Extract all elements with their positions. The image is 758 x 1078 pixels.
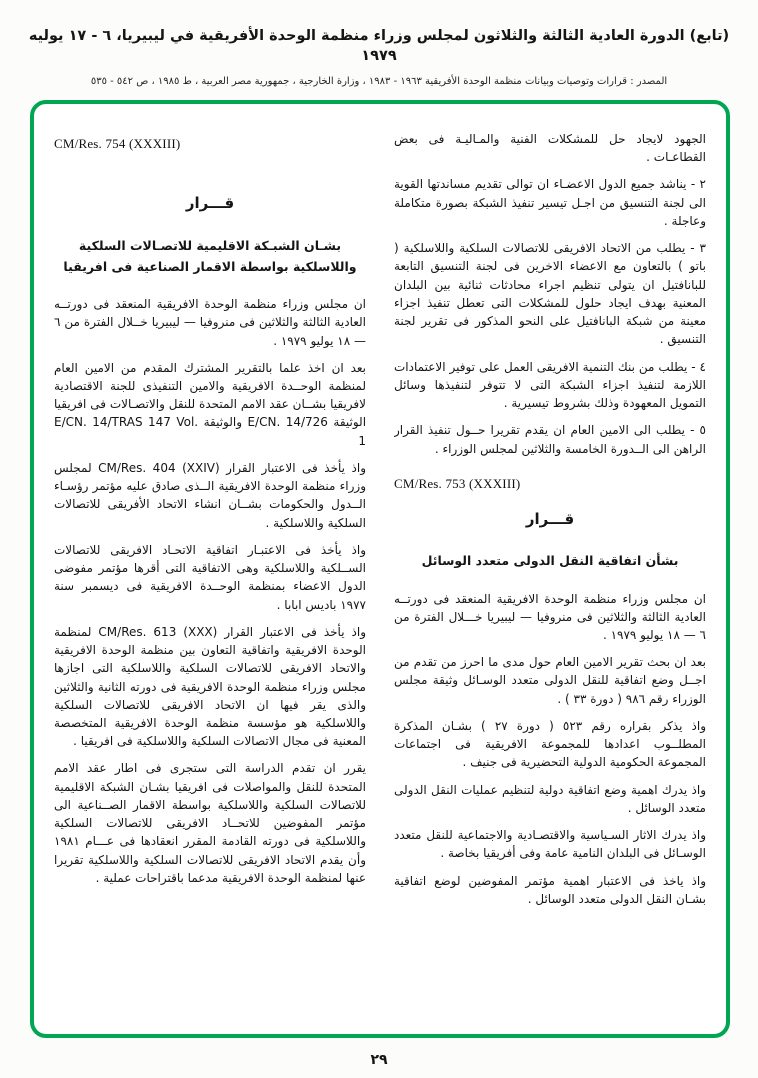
resolution-title: قـــرار: [525, 509, 575, 528]
paragraph: واذ يدرك اهمية وضع اتفاقية دولية لتنظيم عمليات النقل الدولى متعدد الوسائل .: [394, 782, 706, 815]
paragraph: بعد ان اخذ علما بالتقرير المشترك المقدم من الامين العام لمنظمة الوحــدة الافريقية والامين التنفيذى للجنة الاقتصادية لافريقيا بشــان عقد الامم المتحدة للنقل والاتصـالات فى افريقيا الوثيقة ‎E/CN. 14/726‎ والوثيقة ‎E/CN. 14/TRAS 147 Vol. 1‎: [54, 360, 366, 448]
resolution-title: قـــرار: [185, 193, 235, 212]
paragraph: ان مجلس وزراء منظمة الوحدة الافريقية المنعقد فى دورتــه العادية الثالثة والثلاثين فى منروفيا — ليبيريا خــلال الفترة من ٦ — ١٨ يوليو ١٩٧٩ .: [54, 297, 366, 348]
paragraph: ٢ - يناشد جميع الدول الاعضـاء ان توالى تقديم مساندتها القوية الى لجنة التنسيق من اجـل تيسير تنفيذ الشبكة بصورة متكاملة وعاجلة .: [394, 177, 706, 228]
paragraph: بعد ان بحث تقرير الامين العام حول مدى ما احرز من تقدم من اجــل وضع اتفاقية للنقل الدولى متعدد الوسـائل وثيقة مجلس الوزراء رقم ٩٨٦ ( دورة ٣٣ ) .: [394, 655, 706, 706]
left-column: [54, 130, 366, 1016]
green-border-frame: [30, 100, 730, 1038]
paragraph: الجهود لايجاد حل للمشكلات الفنية والمـاليـة فى بعض القطاعـات .: [394, 132, 706, 165]
paragraph: ٤ - يطلب من بنك التنمية الافريقى العمل على توفير الاعتمادات اللازمة لتنفيذ اجزاء الشبكة التى لا تتوفر لتنفيذها وسائل التمويل المعهودة وذلك بشروط تيسيرية .: [394, 359, 706, 411]
paragraph: واذ يذكر بقراره رقم ٥٢٣ ( دورة ٢٧ ) بشـان المذكرة المطلــوب اعدادها للمجموعة الافريقية فى اجتماعات المجموعة الحكومية الدولية التحضيرية فى جنيف .: [394, 718, 706, 770]
paragraph: ٣ - يطلب من الاتحاد الافريقى للاتصالات السلكية واللاسلكية ( باتو ) بالتعاون مع الاعضاء الاخرين فى لجنة التنسيق التابعة للبانافتيل ان يتولى تنظيم اجراء محادثات ثنائية بين البلدان المعنية بهدف ايجاد حلول للمشكلات التى تعطل تنفيذ اجزاء معينة من شبكة البانافتيل على النحو المذكور فى تقرير لجنة التنسيق .: [394, 241, 706, 347]
paragraph: واذ يدرك الاثار السـياسية والاقتصـادية والاجتماعية للنقل متعدد الوسـائل فى البلدان النامية عامة وفى أفريقيا بخاصة .: [394, 828, 706, 861]
page-number: ٢٩: [370, 1052, 388, 1068]
resolution-subject: بشـان الشبـكة الاقليمية للاتصـالات السلكية واللاسلكية بواسطة الاقمار الصناعية فى افريقيا: [63, 237, 357, 274]
paragraph: واذ يأخذ فى الاعتبـار اتفاقية الاتحـاد الافريقى للاتصالات الســلكية واللاسلكية وهى الاتفاقية التى أقرها مؤتمر مفوضى الدول الاعضاء بمنظمة الوحــدة الافريقية فى ديسمبر سنة ١٩٧٧ باديس ابابا .: [54, 542, 366, 612]
paragraph: يقرر ان تقدم الدراسة التى ستجرى فى اطار عقد الامم المتحدة للنقل والمواصلات فى افريقيا بشـان الشبكة الاقليمية للاتصالات السلكية واللاسلكية بواسطة الاقمار الصــناعية الى مؤتمر المفوضين للاتحــاد الافريقى للاتصالات السلكية واللاسلكية فى دورته القادمة المقرر انعقادها فى عـــام ١٩٨١ وأن يقدم الاتحاد الافريقى للاتصالات السلكية واللاسلكية تقريرا عنها لمنظمة الوحدة الافريقية مدعما باقتراحات عملية .: [54, 761, 366, 885]
two-column-layout: [54, 130, 706, 1016]
resolution-ref: CM/Res. 754 (XXXIII): [54, 136, 181, 151]
source-line: المصدر : قرارات وتوصيات وبيانات منظمة الوحدة الأفريقية ١٩٦٣ - ١٩٨٣ ، وزارة الخارجية ، جمهورية مصر العربية ، ط ١٩٨٥ ، ص ٥٤٢ - ٥٣٥: [90, 75, 668, 87]
resolution-subject: بشأن اتفاقية النقل الدولى متعدد الوسائل: [421, 553, 679, 569]
paragraph: ان مجلس وزراء منظمة الوحدة الافريقية المنعقد فى دورتــه العادية الثالثة والثلاثين فى منروفيا — ليبيريا خـــلال الفترة من ٦ — ١٨ يوليو ١٩٧٩ .: [394, 591, 706, 643]
paragraph: واذ ياخذ فى الاعتبار اهمية مؤتمر المفوضين لوضع اتفاقية بشـان النقل الدولى متعدد الوسائل .: [394, 873, 706, 906]
right-column: [394, 130, 706, 1016]
paragraph: واذ يأخذ فى الاعتبار القرار ‎CM/Res. 613 (XXX)‎ لمنظمة الوحدة الافريقية واتفاقية التعاون بين منظمة الوحدة الافريقية والاتحاد الافريقى للاتصالات السلكية واللاسلكية التى اجازها مجلس وزراء منظمة الوحدة الافريقية فى دورته الثانية والثلاثين والذى يقر فيها ان الاتحاد الافريقى للاتصالات السلكية واللاسلكية هو مؤسسة منظمة الوحدة الافريقية المتخصصة المعنية فى مجال الاتصالات السلكية واللاسلكية فى افريقيا .: [54, 624, 366, 749]
paragraph: واذ يأخذ فى الاعتبار القرار ‎CM/Res. 404 (XXIV)‎ لمجلس وزراء منظمة الوحدة الافريقية الــذى صادق عليه مؤتمر رؤسـاء الــدول والحكومات بشــان انشاء الاتحاد الأفريقى للاتصالات السلكية واللاسلكية .: [54, 460, 366, 530]
paragraph: ٥ - يطلب الى الامين العام ان يقدم تقريرا حــول تنفيذ القرار الراهن الى الــدورة الخامسة والثلاثين لمجلس الوزراء .: [394, 423, 706, 456]
resolution-ref: CM/Res. 753 (XXXIII): [394, 475, 521, 491]
document-header: [20, 26, 738, 87]
session-title: (تابع) الدورة العادية الثالثة والثلاثون لمجلس وزراء منظمة الوحدة الأفريقية في ليبيريا، ٦ - ١٧ يوليه ١٩٧٩: [28, 28, 730, 65]
